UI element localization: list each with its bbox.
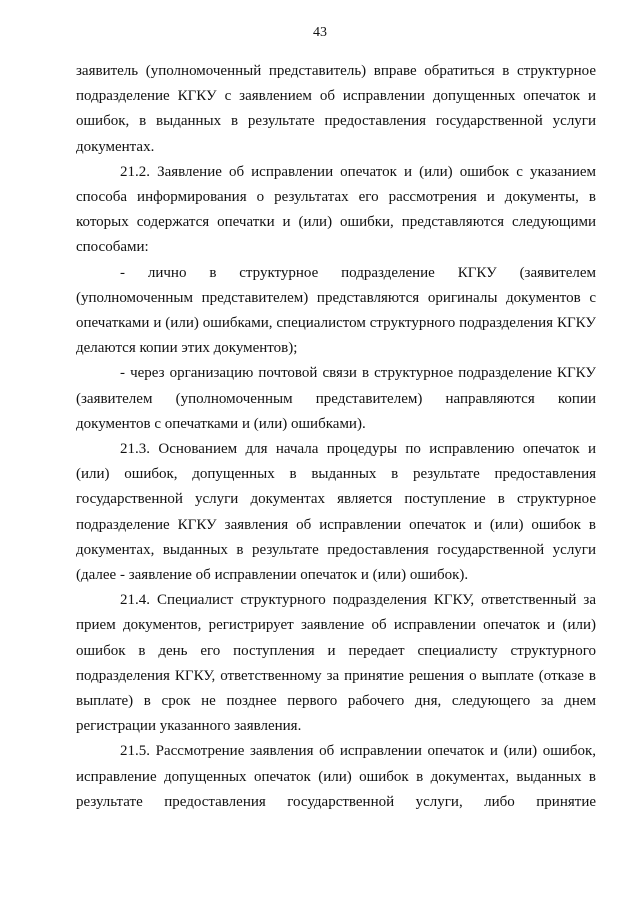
paragraph-continuation: заявитель (уполномоченный представитель) вправе обратиться в структурное подразделение КГКУ с заявлением об исправлении допущенных опечаток и ошибок, в выданных в результате предоставления государственной услуги документах. — [76, 63, 596, 155]
paragraph-21-2: 21.2. Заявление об исправлении опечаток и (или) ошибок с указанием способа информирования о результатах его рассмотрения и документы, в которых содержатся опечатки и (или) ошибки, представляются следующими способами: — [76, 163, 596, 256]
document-body — [76, 59, 596, 815]
list-item-by-post: - через организацию почтовой связи в структурное подразделение КГКУ (заявителем (уполномоченным представителем) направляются копии документов с опечатками и (или) ошибками). — [76, 365, 596, 432]
paragraph-21-5: 21.5. Рассмотрение заявления об исправлении опечаток и (или) ошибок, исправление допущенных опечаток (или) ошибок в документах, выданных в результате предоставления государственной услуги, либо принятие — [76, 743, 596, 810]
page-number: 43 — [313, 25, 327, 40]
paragraph-21-4: 21.4. Специалист структурного подразделения КГКУ, ответственный за прием документов, регистрирует заявление об исправлении опечаток и (или) ошибок в день его поступления и передает специалисту структурного подразделения КГКУ, ответственному за принятие решения о выплате (отказе в выплате) в срок не позднее первого рабочего дня, следующего за днем регистрации указанного заявления. — [76, 592, 596, 735]
list-item-in-person: - лично в структурное подразделение КГКУ (заявителем (уполномоченным представителем) представляются оригиналы документов с опечатками и (или) ошибками, специалистом структурного подразделения КГКУ делаются копии этих документов); — [76, 264, 596, 357]
paragraph-21-3: 21.3. Основанием для начала процедуры по исправлению опечаток и (или) ошибок, допущенных в выданных в результате предоставления государственной услуги документах является поступление в структурное подразделение КГКУ заявления об исправлении опечаток и (или) ошибок в документах, выданных в результате предоставления государственной услуги (далее - заявление об исправлении опечаток и (или) ошибок). — [76, 441, 596, 584]
